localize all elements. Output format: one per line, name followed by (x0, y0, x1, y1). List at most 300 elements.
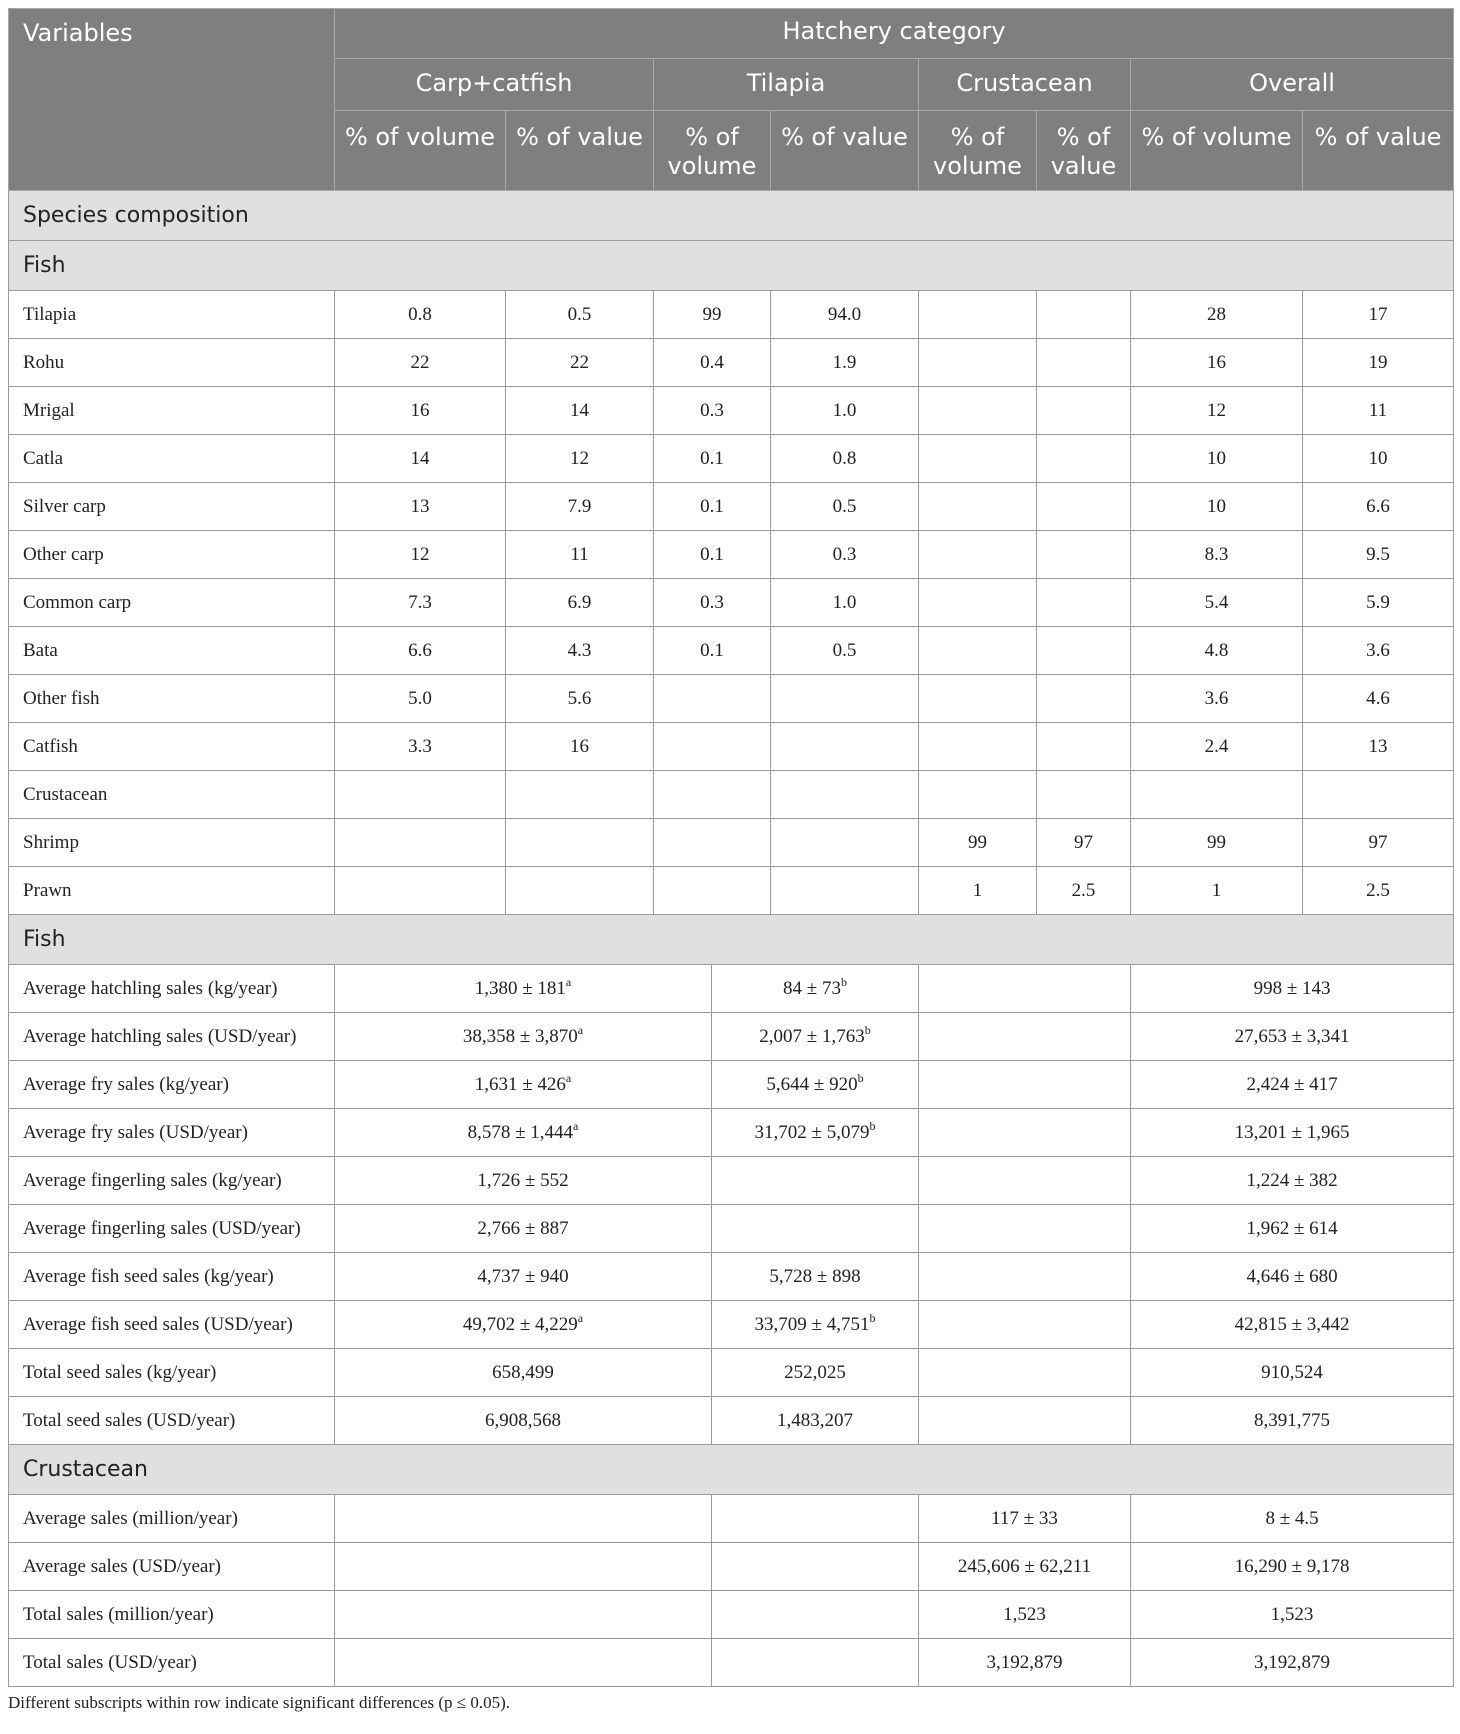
cell-value: Total seed sales (USD/year) (23, 1409, 236, 1431)
cell-value: 19 (1368, 351, 1388, 373)
cell-value: 12 (410, 543, 430, 565)
cell-value: Crustacean (23, 1457, 148, 1482)
table-row (9, 1591, 1454, 1639)
data-cell (335, 723, 506, 771)
row-label (9, 1013, 335, 1061)
cell-value: 84 ± 73 (783, 977, 841, 999)
cell-value: Crustacean (23, 783, 108, 805)
cell-value: 3.6 (1204, 687, 1229, 709)
data-cell (506, 675, 654, 723)
cell-value: Rohu (23, 351, 65, 373)
tilapia-cell (712, 1109, 919, 1157)
overall-cell (1131, 1591, 1454, 1639)
cell-value: 910,524 (1261, 1361, 1323, 1383)
cell-value: 998 ± 143 (1253, 977, 1331, 999)
cell-value: Average fry sales (USD/year) (23, 1121, 248, 1143)
cell-value: Average fish seed sales (USD/year) (23, 1313, 293, 1335)
table-row (9, 531, 1454, 579)
cell-value: 2.5 (1366, 879, 1390, 901)
cell-value: 97 (1368, 831, 1388, 853)
cell-value: Prawn (23, 879, 72, 901)
cell-value: 31,702 ± 5,079 (754, 1121, 870, 1143)
data-cell (771, 723, 919, 771)
cell-value: Silver carp (23, 495, 106, 517)
overall-cell (1131, 1495, 1454, 1543)
cell-value: 28 (1207, 303, 1226, 325)
subcol-header: % of value (1303, 111, 1454, 191)
carp-catfish-cell (335, 1013, 712, 1061)
crustacean-cell (919, 1013, 1131, 1061)
tilapia-cell (712, 1495, 919, 1543)
table-row (9, 867, 1454, 915)
cell-value: 5.6 (567, 687, 592, 709)
row-label (9, 675, 335, 723)
data-cell (1303, 531, 1454, 579)
cell-value: Bata (23, 639, 58, 661)
table-row (9, 965, 1454, 1013)
table-row (9, 1543, 1454, 1591)
subcol-header: % of volume (919, 111, 1037, 191)
row-label (9, 531, 335, 579)
cell-value: Other carp (23, 543, 104, 565)
subcol-header: % of value (1037, 111, 1131, 191)
cell-value: 1 (1211, 879, 1222, 901)
cell-value: 38,358 ± 3,870 (462, 1025, 578, 1047)
data-cell (335, 339, 506, 387)
cell-value: 1,224 ± 382 (1246, 1169, 1338, 1191)
cell-value: 1,483,207 (777, 1409, 853, 1431)
data-cell (1037, 723, 1131, 771)
data-cell (335, 579, 506, 627)
data-cell (1131, 771, 1303, 819)
cell-value: 5.4 (1204, 591, 1229, 613)
cell-value: 3,192,879 (986, 1651, 1063, 1673)
carp-catfish-cell (335, 1349, 712, 1397)
subcol-header: % of volume (1131, 111, 1303, 191)
data-cell (919, 771, 1037, 819)
data-cell (506, 723, 654, 771)
data-cell (1037, 579, 1131, 627)
data-cell (919, 531, 1037, 579)
carp-catfish-cell (335, 1397, 712, 1445)
carp-catfish-cell (335, 1301, 712, 1349)
cell-value: Mrigal (23, 399, 75, 421)
cell-value: 4.6 (1366, 687, 1390, 709)
carp-catfish-cell (335, 1639, 712, 1687)
section-row (9, 1445, 1454, 1495)
cell-value: 16 (1207, 351, 1226, 373)
data-cell (335, 435, 506, 483)
table-footnote: Different subscripts within row indicate significant differences (p ≤ 0.05). (8, 1693, 511, 1712)
carp-catfish-cell (335, 1061, 712, 1109)
tilapia-cell (712, 1397, 919, 1445)
cell-value: 6.9 (567, 591, 592, 613)
table-row (9, 723, 1454, 771)
data-cell (919, 339, 1037, 387)
tilapia-cell (712, 1205, 919, 1253)
tilapia-cell (712, 1301, 919, 1349)
cell-value: 12 (570, 447, 589, 469)
data-cell (1131, 387, 1303, 435)
data-cell (1303, 627, 1454, 675)
cell-value: Common carp (23, 591, 132, 613)
cell-value: Average fry sales (kg/year) (23, 1073, 229, 1095)
hatchery-category-header: Hatchery category (335, 9, 1454, 59)
row-label (9, 965, 335, 1013)
data-cell (1037, 291, 1131, 339)
data-cell (1037, 675, 1131, 723)
row-label (9, 1639, 335, 1687)
row-label (9, 1543, 335, 1591)
cell-value: 4,737 ± 940 (477, 1265, 569, 1287)
data-cell (654, 627, 771, 675)
data-cell (1303, 867, 1454, 915)
cell-value: 1.0 (832, 399, 857, 421)
data-cell (506, 483, 654, 531)
data-cell (919, 483, 1037, 531)
data-cell (506, 291, 654, 339)
table-row (9, 387, 1454, 435)
cell-value: 1 (972, 879, 983, 901)
data-cell (654, 867, 771, 915)
data-cell (335, 867, 506, 915)
data-cell (1131, 435, 1303, 483)
table-row (9, 291, 1454, 339)
cell-value: 8 ± 4.5 (1265, 1507, 1319, 1529)
data-cell (771, 771, 919, 819)
data-cell (1037, 819, 1131, 867)
cell-value: 1,631 ± 426 (474, 1073, 566, 1095)
data-cell (1303, 675, 1454, 723)
cell-value: 0.8 (408, 303, 432, 325)
data-cell (654, 387, 771, 435)
data-cell (919, 723, 1037, 771)
cell-value: 5.0 (408, 687, 432, 709)
cell-value: 3,192,879 (1254, 1651, 1331, 1673)
data-cell (1303, 387, 1454, 435)
data-cell (335, 819, 506, 867)
crustacean-cell (919, 1157, 1131, 1205)
subcol-header: % of value (506, 111, 654, 191)
cell-value: 11 (570, 543, 589, 565)
data-cell (771, 627, 919, 675)
crustacean-cell (919, 1591, 1131, 1639)
data-cell (506, 867, 654, 915)
tilapia-cell (712, 965, 919, 1013)
cell-value: Tilapia (23, 303, 77, 325)
overall-cell (1131, 1253, 1454, 1301)
cell-value: 42,815 ± 3,442 (1234, 1313, 1350, 1335)
cell-value: 0.3 (700, 399, 724, 421)
row-label (9, 627, 335, 675)
cell-value: 2.5 (1071, 879, 1096, 901)
overall-cell (1131, 1109, 1454, 1157)
crustacean-cell (919, 1253, 1131, 1301)
tilapia-cell (712, 1639, 919, 1687)
cell-value: 94.0 (827, 303, 862, 325)
overall-cell (1131, 1061, 1454, 1109)
carp-catfish-cell (335, 1157, 712, 1205)
data-cell (1303, 819, 1454, 867)
table-row (9, 579, 1454, 627)
row-label (9, 1109, 335, 1157)
data-cell (1037, 531, 1131, 579)
cell-value: 13,201 ± 1,965 (1234, 1121, 1350, 1143)
data-cell (1131, 291, 1303, 339)
section-header-species: Species composition (9, 191, 1454, 241)
variables-header: Variables (9, 9, 335, 191)
row-label (9, 771, 335, 819)
table-row (9, 819, 1454, 867)
row-label (9, 1397, 335, 1445)
cell-value: 0.8 (832, 447, 857, 469)
cell-value: 27,653 ± 3,341 (1234, 1025, 1350, 1047)
overall-cell (1131, 1205, 1454, 1253)
crustacean-cell (919, 1397, 1131, 1445)
table-container (8, 8, 1453, 1713)
data-cell (1303, 723, 1454, 771)
crustacean-cell (919, 1543, 1131, 1591)
data-cell (506, 627, 654, 675)
cell-value: Average sales (million/year) (23, 1507, 238, 1529)
table-row (9, 1109, 1454, 1157)
cell-value: 0.3 (832, 543, 857, 565)
significance-superscript: b (840, 974, 847, 989)
cell-value: 2,766 ± 887 (477, 1217, 569, 1239)
data-cell (1303, 483, 1454, 531)
cell-value: 658,499 (492, 1361, 554, 1383)
data-cell (1131, 579, 1303, 627)
data-cell (1037, 339, 1131, 387)
row-label (9, 1591, 335, 1639)
data-cell (771, 435, 919, 483)
data-cell (919, 867, 1037, 915)
carp-catfish-cell (335, 1109, 712, 1157)
data-cell (1131, 867, 1303, 915)
overall-cell (1131, 1639, 1454, 1687)
cell-value: 7.9 (567, 495, 592, 517)
section-header-crustacean (9, 1445, 1454, 1495)
cell-value: 5,644 ± 920 (766, 1073, 858, 1095)
tilapia-cell (712, 1349, 919, 1397)
cell-value: Average fingerling sales (kg/year) (23, 1169, 282, 1191)
data-cell (654, 675, 771, 723)
cell-value: 22 (570, 351, 589, 373)
table-body (9, 191, 1454, 1687)
cell-value: 245,606 ± 62,211 (957, 1555, 1092, 1577)
cell-value: 8,578 ± 1,444 (467, 1121, 574, 1143)
cell-value: 13 (1368, 735, 1388, 757)
data-cell (1303, 771, 1454, 819)
data-cell (771, 531, 919, 579)
cell-value: 17 (1368, 303, 1388, 325)
data-cell (771, 483, 919, 531)
row-label (9, 1205, 335, 1253)
hatchery-sales-table (8, 8, 1454, 1687)
cell-value: 6.6 (1366, 495, 1390, 517)
data-cell (1131, 339, 1303, 387)
carp-catfish-cell (335, 1495, 712, 1543)
row-label (9, 867, 335, 915)
cell-value: 11 (1368, 399, 1388, 421)
cell-value: Average sales (USD/year) (23, 1555, 222, 1577)
data-cell (1131, 723, 1303, 771)
table-row (9, 339, 1454, 387)
cell-value: Fish (23, 927, 66, 952)
overall-cell (1131, 1397, 1454, 1445)
data-cell (771, 579, 919, 627)
cell-value: 0.4 (700, 351, 724, 373)
data-cell (335, 771, 506, 819)
group-header-overall: Overall (1131, 59, 1454, 111)
table-row (9, 1301, 1454, 1349)
cell-value: 8.3 (1204, 543, 1229, 565)
data-cell (1037, 867, 1131, 915)
carp-catfish-cell (335, 965, 712, 1013)
overall-cell (1131, 965, 1454, 1013)
significance-superscript: b (869, 1118, 876, 1133)
cell-value: 22 (410, 351, 430, 373)
data-cell (771, 339, 919, 387)
group-header-carp-catfish: Carp+catfish (335, 59, 654, 111)
cell-value: 16 (410, 399, 430, 421)
data-cell (506, 579, 654, 627)
data-cell (654, 435, 771, 483)
table-row (9, 1253, 1454, 1301)
data-cell (654, 723, 771, 771)
data-cell (1131, 675, 1303, 723)
cell-value: 12 (1207, 399, 1226, 421)
crustacean-cell (919, 1349, 1131, 1397)
tilapia-cell (712, 1061, 919, 1109)
data-cell (654, 339, 771, 387)
overall-cell (1131, 1349, 1454, 1397)
significance-superscript: a (565, 1070, 572, 1085)
row-label (9, 1061, 335, 1109)
cell-value: 99 (968, 831, 987, 853)
tilapia-cell (712, 1543, 919, 1591)
significance-superscript: b (869, 1310, 876, 1325)
cell-value: Other fish (23, 687, 100, 709)
cell-value: 8,391,775 (1254, 1409, 1331, 1431)
data-cell (654, 819, 771, 867)
cell-value: Average fingerling sales (USD/year) (23, 1217, 301, 1239)
tilapia-cell (712, 1591, 919, 1639)
tilapia-cell (712, 1253, 919, 1301)
cell-value: 1.9 (832, 351, 857, 373)
data-cell (919, 387, 1037, 435)
cell-value: Average hatchling sales (kg/year) (23, 977, 278, 999)
cell-value: 6.6 (408, 639, 432, 661)
row-label (9, 483, 335, 531)
data-cell (654, 483, 771, 531)
cell-value: 5.9 (1366, 591, 1390, 613)
table-row (9, 435, 1454, 483)
data-cell (771, 291, 919, 339)
group-header-crustacean: Crustacean (919, 59, 1131, 111)
cell-value: Total sales (USD/year) (23, 1651, 197, 1673)
row-label (9, 1253, 335, 1301)
cell-value: 16,290 ± 9,178 (1234, 1555, 1350, 1577)
cell-value: 6,908,568 (485, 1409, 561, 1431)
cell-value: 4.8 (1204, 639, 1229, 661)
crustacean-cell (919, 1061, 1131, 1109)
crustacean-cell (919, 1301, 1131, 1349)
row-label (9, 1495, 335, 1543)
cell-value: 14 (570, 399, 589, 421)
overall-cell (1131, 1013, 1454, 1061)
cell-value: 1,523 (1270, 1603, 1314, 1625)
cell-value: 49,702 ± 4,229 (462, 1313, 578, 1335)
cell-value: 4.3 (567, 639, 592, 661)
cell-value: 3.3 (408, 735, 432, 757)
data-cell (919, 435, 1037, 483)
cell-value: Catla (23, 447, 64, 469)
row-label (9, 1349, 335, 1397)
data-cell (1303, 435, 1454, 483)
cell-value: 9.5 (1366, 543, 1390, 565)
significance-superscript: a (577, 1310, 584, 1325)
cell-value: 2,007 ± 1,763 (759, 1025, 865, 1047)
crustacean-cell (919, 1205, 1131, 1253)
data-cell (771, 867, 919, 915)
cell-value: 252,025 (784, 1361, 846, 1383)
carp-catfish-cell (335, 1543, 712, 1591)
cell-value: 5,728 ± 898 (769, 1265, 861, 1287)
row-label (9, 387, 335, 435)
cell-value: 0.1 (700, 639, 724, 661)
table-row (9, 483, 1454, 531)
data-cell (335, 483, 506, 531)
cell-value: 0.1 (700, 447, 724, 469)
table-row (9, 1013, 1454, 1061)
cell-value: Average fish seed sales (kg/year) (23, 1265, 274, 1287)
cell-value: 0.1 (700, 495, 724, 517)
data-cell (654, 579, 771, 627)
row-label (9, 819, 335, 867)
data-cell (335, 531, 506, 579)
data-cell (506, 387, 654, 435)
cell-value: 1,523 (1003, 1603, 1046, 1625)
cell-value: 13 (410, 495, 430, 517)
data-cell (506, 819, 654, 867)
data-cell (335, 291, 506, 339)
data-cell (771, 387, 919, 435)
crustacean-cell (919, 1639, 1131, 1687)
data-cell (919, 675, 1037, 723)
cell-value: Average hatchling sales (USD/year) (23, 1025, 297, 1047)
carp-catfish-cell (335, 1253, 712, 1301)
data-cell (654, 531, 771, 579)
subcol-header: % of value (771, 111, 919, 191)
cell-value: 97 (1074, 831, 1093, 853)
cell-value: 1,962 ± 614 (1246, 1217, 1338, 1239)
cell-value: 0.5 (567, 303, 592, 325)
significance-superscript: a (565, 974, 572, 989)
cell-value: 3.6 (1366, 639, 1390, 661)
significance-superscript: b (857, 1070, 864, 1085)
cell-value: 2,424 ± 417 (1246, 1073, 1338, 1095)
cell-value: 1,726 ± 552 (477, 1169, 569, 1191)
table-row (9, 1205, 1454, 1253)
data-cell (1037, 483, 1131, 531)
tilapia-cell (712, 1157, 919, 1205)
data-cell (506, 435, 654, 483)
data-cell (1303, 339, 1454, 387)
row-label (9, 1301, 335, 1349)
table-row (9, 675, 1454, 723)
row-label (9, 1157, 335, 1205)
